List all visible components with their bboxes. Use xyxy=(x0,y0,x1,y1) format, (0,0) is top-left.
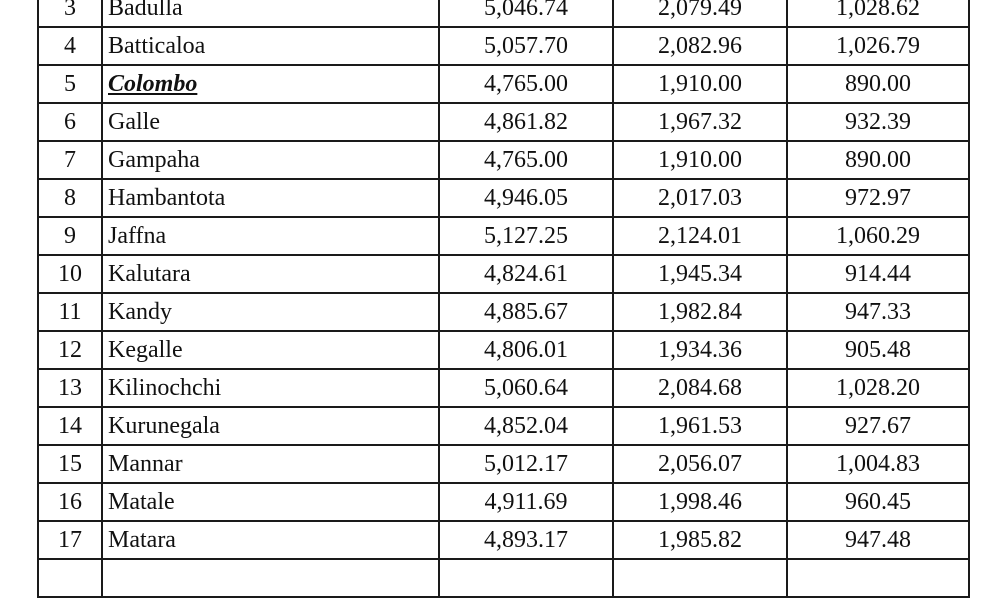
district-name: Hambantota xyxy=(108,185,226,211)
district-cell xyxy=(102,217,439,255)
row-number-cell: 10 xyxy=(38,255,102,293)
empty-cell xyxy=(613,559,787,597)
value-cell-2: 2,056.07 xyxy=(613,445,787,483)
empty-cell xyxy=(102,559,439,597)
table-row xyxy=(38,141,969,179)
value-cell-2: 2,017.03 xyxy=(613,179,787,217)
value-cell-2: 2,124.01 xyxy=(613,217,787,255)
district-name: Kilinochchi xyxy=(108,375,222,401)
table-row xyxy=(38,27,969,65)
value-cell-2: 1,967.32 xyxy=(613,103,787,141)
district-cell xyxy=(102,255,439,293)
row-number-cell: 7 xyxy=(38,141,102,179)
value-cell-3: 972.97 xyxy=(787,179,969,217)
value-cell-1: 4,806.01 xyxy=(439,331,613,369)
value-cell-3: 905.48 xyxy=(787,331,969,369)
district-cell xyxy=(102,331,439,369)
row-number-cell: 4 xyxy=(38,27,102,65)
row-number-cell: 14 xyxy=(38,407,102,445)
district-name: Batticaloa xyxy=(108,33,206,59)
table-row xyxy=(38,483,969,521)
district-cell xyxy=(102,521,439,559)
empty-cell xyxy=(787,559,969,597)
empty-cell xyxy=(38,559,102,597)
row-number-cell: 12 xyxy=(38,331,102,369)
district-cell xyxy=(102,27,439,65)
value-cell-1: 5,060.64 xyxy=(439,369,613,407)
row-number-cell: 9 xyxy=(38,217,102,255)
value-cell-2: 2,079.49 xyxy=(613,0,787,27)
row-number-cell: 13 xyxy=(38,369,102,407)
value-cell-2: 1,985.82 xyxy=(613,521,787,559)
table-row xyxy=(38,331,969,369)
value-cell-2: 1,910.00 xyxy=(613,65,787,103)
value-cell-1: 4,824.61 xyxy=(439,255,613,293)
district-name: Mannar xyxy=(108,451,183,477)
table-row xyxy=(38,445,969,483)
value-cell-3: 927.67 xyxy=(787,407,969,445)
value-cell-3: 890.00 xyxy=(787,141,969,179)
value-cell-2: 1,910.00 xyxy=(613,141,787,179)
empty-cell xyxy=(439,559,613,597)
table-row xyxy=(38,521,969,559)
district-cell xyxy=(102,407,439,445)
row-number-cell: 17 xyxy=(38,521,102,559)
district-values-table xyxy=(37,0,970,598)
value-cell-2: 1,998.46 xyxy=(613,483,787,521)
district-name: Gampaha xyxy=(108,147,200,173)
district-cell xyxy=(102,141,439,179)
row-number-cell: 16 xyxy=(38,483,102,521)
district-cell xyxy=(102,293,439,331)
row-number-cell: 11 xyxy=(38,293,102,331)
value-cell-3: 890.00 xyxy=(787,65,969,103)
value-cell-1: 5,057.70 xyxy=(439,27,613,65)
value-cell-1: 4,911.69 xyxy=(439,483,613,521)
district-name: Badulla xyxy=(108,0,183,21)
table-row xyxy=(38,255,969,293)
table-row xyxy=(38,407,969,445)
district-name: Colombo xyxy=(108,71,198,97)
table-row xyxy=(38,103,969,141)
table-row xyxy=(38,0,969,27)
value-cell-1: 4,893.17 xyxy=(439,521,613,559)
value-cell-3: 1,060.29 xyxy=(787,217,969,255)
value-cell-3: 947.33 xyxy=(787,293,969,331)
value-cell-1: 4,861.82 xyxy=(439,103,613,141)
table-row xyxy=(38,65,969,103)
value-cell-2: 1,982.84 xyxy=(613,293,787,331)
district-cell xyxy=(102,103,439,141)
value-cell-1: 4,885.67 xyxy=(439,293,613,331)
district-cell xyxy=(102,65,439,103)
value-cell-3: 1,026.79 xyxy=(787,27,969,65)
value-cell-1: 4,852.04 xyxy=(439,407,613,445)
table-row xyxy=(38,217,969,255)
value-cell-2: 1,961.53 xyxy=(613,407,787,445)
row-number-cell: 15 xyxy=(38,445,102,483)
value-cell-1: 5,012.17 xyxy=(439,445,613,483)
value-cell-3: 1,028.20 xyxy=(787,369,969,407)
value-cell-1: 5,127.25 xyxy=(439,217,613,255)
value-cell-1: 4,765.00 xyxy=(439,65,613,103)
value-cell-1: 5,046.74 xyxy=(439,0,613,27)
value-cell-2: 1,945.34 xyxy=(613,255,787,293)
value-cell-3: 1,028.62 xyxy=(787,0,969,27)
value-cell-2: 2,082.96 xyxy=(613,27,787,65)
value-cell-3: 932.39 xyxy=(787,103,969,141)
row-number-cell: 3 xyxy=(38,0,102,27)
district-name: Galle xyxy=(108,109,160,135)
value-cell-3: 1,004.83 xyxy=(787,445,969,483)
district-name: Matale xyxy=(108,489,175,515)
value-cell-1: 4,946.05 xyxy=(439,179,613,217)
value-cell-1: 4,765.00 xyxy=(439,141,613,179)
value-cell-2: 2,084.68 xyxy=(613,369,787,407)
district-cell xyxy=(102,369,439,407)
district-name: Matara xyxy=(108,527,176,553)
district-cell xyxy=(102,445,439,483)
value-cell-2: 1,934.36 xyxy=(613,331,787,369)
district-cell xyxy=(102,483,439,521)
table-body xyxy=(38,0,969,597)
district-name: Kalutara xyxy=(108,261,191,287)
table-row-cut-off xyxy=(38,559,969,597)
district-cell xyxy=(102,0,439,27)
value-cell-3: 914.44 xyxy=(787,255,969,293)
district-cell xyxy=(102,179,439,217)
row-number-cell: 8 xyxy=(38,179,102,217)
district-name: Kurunegala xyxy=(108,413,220,439)
row-number-cell: 6 xyxy=(38,103,102,141)
value-cell-3: 960.45 xyxy=(787,483,969,521)
value-cell-3: 947.48 xyxy=(787,521,969,559)
district-name: Jaffna xyxy=(108,223,167,249)
table-row xyxy=(38,179,969,217)
table-row xyxy=(38,293,969,331)
district-name: Kandy xyxy=(108,299,172,325)
district-name: Kegalle xyxy=(108,337,183,363)
row-number-cell: 5 xyxy=(38,65,102,103)
table-row xyxy=(38,369,969,407)
